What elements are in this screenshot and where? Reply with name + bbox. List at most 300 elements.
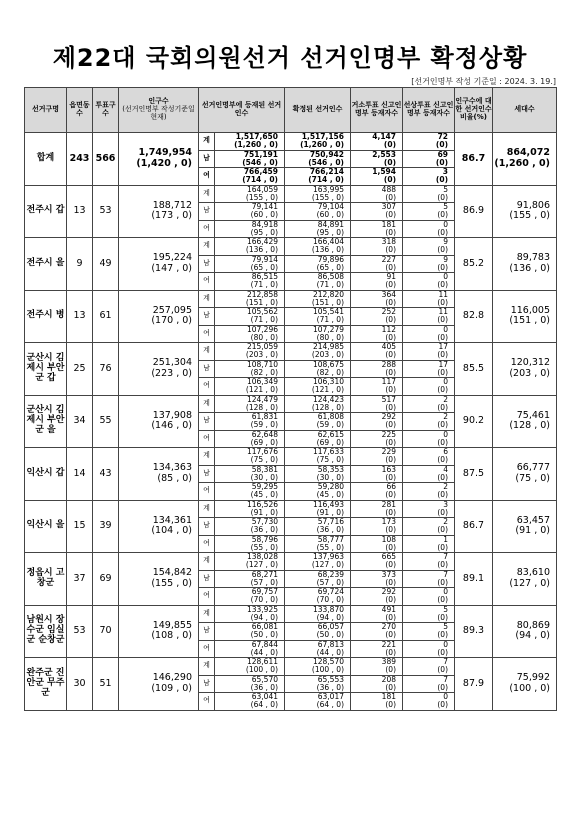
cell-value: (155 , 0) — [245, 192, 278, 202]
absentee-cell — [351, 168, 403, 186]
emd-count-cell — [67, 395, 93, 448]
cell-value: 62,615 — [317, 429, 344, 439]
poll-count-cell — [93, 343, 119, 396]
gender-cell — [199, 483, 215, 501]
table-row — [25, 553, 557, 571]
table-row — [25, 343, 557, 361]
cell-value: (0) — [437, 595, 448, 605]
cell-value: 106,349 — [246, 377, 278, 386]
cell-value: 488 — [381, 184, 396, 194]
cell-value: (82 , 0) — [316, 367, 344, 377]
cell-value: 남 — [203, 258, 210, 267]
table-row — [25, 500, 557, 518]
cell-value: 243 — [69, 152, 90, 164]
cell-value: 계 — [203, 241, 210, 250]
cell-value: 여 — [203, 538, 210, 547]
cell-value: (203 , 0) — [245, 350, 278, 360]
ratio-cell — [455, 238, 493, 291]
cell-value: 7 — [443, 569, 448, 579]
cell-value: (94 , 0) — [316, 612, 344, 622]
cell-value: (59 , 0) — [250, 420, 278, 430]
cell-value: (0) — [385, 280, 396, 290]
registered-cell — [215, 238, 285, 256]
cell-value: 117 — [381, 377, 396, 386]
absentee-cell — [351, 623, 403, 641]
final-cell — [285, 448, 351, 466]
ship-cell — [403, 588, 455, 606]
cell-value: 87.5 — [462, 467, 485, 479]
cell-value: (121 , 0) — [245, 385, 278, 395]
gender-cell — [199, 343, 215, 361]
absentee-cell — [351, 500, 403, 518]
cell-value: (80 , 0) — [316, 332, 344, 342]
cell-value: 65,570 — [251, 674, 278, 684]
cell-value: (104 , 0) — [151, 525, 192, 537]
ratio-cell — [455, 343, 493, 396]
cell-value: 164,059 — [246, 184, 278, 194]
cell-value: 1 — [443, 534, 448, 544]
cell-value: 86.9 — [462, 205, 485, 217]
cell-value: (1,420 , 0) — [136, 157, 192, 169]
gender-cell — [199, 465, 215, 483]
cell-value: 138,028 — [246, 552, 278, 561]
cell-value: 120,312 — [510, 357, 550, 369]
cell-value: 13 — [73, 310, 86, 322]
cell-value: 146,290 — [152, 672, 192, 684]
gender-cell — [199, 220, 215, 238]
cell-value: (108 , 0) — [151, 630, 192, 642]
cell-value: 61,808 — [317, 412, 344, 421]
header-emd: 읍면동수 — [67, 88, 93, 133]
final-cell — [285, 640, 351, 658]
table-row — [25, 290, 557, 308]
ship-cell — [403, 448, 455, 466]
cell-value: 3 — [443, 499, 448, 509]
emd-count-cell — [67, 133, 93, 186]
final-cell — [285, 308, 351, 326]
reference-date: [선거인명부 작성 기준일 : 2024. 3. 19.] — [411, 77, 556, 86]
ratio-cell — [455, 290, 493, 343]
table-row — [25, 238, 557, 256]
cell-value: (0) — [385, 192, 396, 202]
cell-value: (128 , 0) — [509, 420, 550, 432]
cell-value: (0) — [385, 385, 396, 395]
households-cell — [493, 238, 557, 291]
cell-value: (55 , 0) — [316, 542, 344, 552]
cell-value: 227 — [381, 254, 396, 264]
cell-value: 65,553 — [317, 674, 344, 684]
final-cell — [285, 483, 351, 501]
cell-value: (203 , 0) — [509, 367, 550, 379]
registered-cell — [215, 273, 285, 291]
cell-value: (0) — [437, 402, 448, 412]
gender-cell — [199, 185, 215, 203]
households-cell — [493, 185, 557, 238]
ship-cell — [403, 553, 455, 571]
cell-value: 133,925 — [246, 604, 278, 614]
cell-value: (65 , 0) — [250, 262, 278, 272]
ship-cell — [403, 675, 455, 693]
cell-value: 766,459 — [243, 167, 278, 176]
district-name-cell — [25, 658, 67, 711]
poll-count-cell — [93, 500, 119, 553]
final-cell — [285, 535, 351, 553]
ship-cell — [403, 238, 455, 256]
district-name-cell — [25, 343, 67, 396]
cell-value: 89,783 — [516, 252, 550, 264]
final-cell — [285, 658, 351, 676]
final-cell — [285, 553, 351, 571]
cell-value: 107,296 — [246, 324, 278, 334]
absentee-cell — [351, 535, 403, 553]
ratio-cell — [455, 500, 493, 553]
final-cell — [285, 273, 351, 291]
cell-value: (0) — [437, 525, 448, 535]
registered-cell — [215, 658, 285, 676]
cell-value: 166,404 — [312, 237, 344, 246]
cell-value: (0) — [385, 665, 396, 675]
absentee-cell — [351, 448, 403, 466]
ship-cell — [403, 185, 455, 203]
cell-value: 212,858 — [246, 289, 278, 299]
cell-value: 80,869 — [516, 619, 550, 631]
absentee-cell — [351, 570, 403, 588]
cell-value: (0) — [383, 140, 396, 150]
absentee-cell — [351, 378, 403, 396]
cell-value: 766,214 — [309, 167, 344, 176]
cell-value: 491 — [381, 604, 396, 614]
cell-value: 163 — [381, 464, 396, 474]
ship-cell — [403, 133, 455, 151]
cell-value: (109 , 0) — [151, 682, 192, 694]
absentee-cell — [351, 640, 403, 658]
final-cell — [285, 675, 351, 693]
cell-value: (0) — [385, 595, 396, 605]
cell-value: (155 , 0) — [311, 192, 344, 202]
gender-cell — [199, 255, 215, 273]
cell-value: (0) — [385, 455, 396, 465]
final-cell — [285, 413, 351, 431]
absentee-cell — [351, 255, 403, 273]
final-cell — [285, 220, 351, 238]
cell-value: (57 , 0) — [316, 577, 344, 587]
cell-value: (0) — [383, 175, 396, 185]
cell-value: 85.2 — [462, 257, 485, 269]
gender-cell — [199, 640, 215, 658]
header-ratio: 인구수에 대한 선거인수 비율(%) — [455, 88, 493, 133]
absentee-cell — [351, 465, 403, 483]
cell-value: 여 — [203, 643, 210, 652]
ship-cell — [403, 308, 455, 326]
absentee-cell — [351, 693, 403, 711]
cell-value: (94 , 0) — [515, 630, 550, 642]
header-population — [119, 88, 199, 133]
gender-cell — [199, 168, 215, 186]
final-cell — [285, 693, 351, 711]
absentee-cell — [351, 325, 403, 343]
absentee-cell — [351, 430, 403, 448]
cell-value: 107,279 — [312, 324, 344, 334]
households-cell — [493, 290, 557, 343]
cell-value: 여 — [203, 381, 210, 390]
registered-cell — [215, 203, 285, 221]
cell-value: 2 — [443, 482, 448, 491]
cell-value: (0) — [437, 332, 448, 342]
cell-value: 계 — [203, 661, 210, 670]
cell-value: (59 , 0) — [316, 420, 344, 430]
registered-cell — [215, 360, 285, 378]
cell-value: 225 — [381, 429, 396, 439]
table-row — [25, 395, 557, 413]
registered-cell — [215, 518, 285, 536]
district-name-cell — [25, 238, 67, 291]
cell-value: 128,570 — [312, 657, 344, 666]
cell-value: 405 — [381, 342, 396, 351]
emd-count-cell — [67, 658, 93, 711]
registered-cell — [215, 133, 285, 151]
cell-value: (91 , 0) — [515, 525, 550, 537]
cell-value: (0) — [385, 210, 396, 220]
cell-value: 75,992 — [516, 672, 550, 684]
cell-value: (173 , 0) — [151, 210, 192, 222]
registered-cell — [215, 290, 285, 308]
cell-value: (100 , 0) — [509, 682, 550, 694]
cell-value: 여 — [203, 276, 210, 285]
gender-cell — [199, 395, 215, 413]
cell-value: 134,363 — [152, 462, 192, 474]
district-name-cell — [25, 133, 67, 186]
ship-cell — [403, 395, 455, 413]
cell-value: 72 — [437, 132, 448, 141]
cell-value: (0) — [437, 350, 448, 360]
cell-value: (71 , 0) — [316, 280, 344, 290]
cell-value: (30 , 0) — [316, 472, 344, 482]
cell-value: 106,310 — [312, 377, 344, 386]
final-cell — [285, 343, 351, 361]
final-cell — [285, 150, 351, 168]
header-polls: 투표구수 — [93, 88, 119, 133]
cell-value: 0 — [443, 587, 448, 596]
cell-value: (0) — [385, 350, 396, 360]
final-cell — [285, 430, 351, 448]
cell-value: (69 , 0) — [250, 437, 278, 447]
cell-value: 67,844 — [251, 639, 278, 649]
poll-count-cell — [93, 133, 119, 186]
cell-value: 69,757 — [251, 587, 278, 596]
cell-value: 합계 — [36, 152, 55, 163]
cell-value: 86,515 — [251, 272, 278, 281]
cell-value: (60 , 0) — [316, 210, 344, 220]
cell-value: 389 — [381, 657, 396, 666]
cell-value: (44 , 0) — [316, 647, 344, 657]
ship-cell — [403, 570, 455, 588]
cell-value: (0) — [385, 367, 396, 377]
cell-value: 134,361 — [152, 514, 192, 526]
cell-value: 79,141 — [251, 202, 278, 211]
registered-cell — [215, 465, 285, 483]
cell-value: (0) — [437, 490, 448, 500]
cell-value: 58,381 — [251, 464, 278, 474]
cell-value: 0 — [443, 272, 448, 281]
cell-value: (0) — [385, 297, 396, 307]
cell-value: 566 — [95, 152, 116, 164]
cell-value: 2 — [443, 412, 448, 421]
cell-value: (127 , 0) — [311, 560, 344, 570]
cell-value: 7 — [443, 674, 448, 684]
cell-value: 34 — [73, 415, 86, 427]
cell-value: (0) — [385, 402, 396, 412]
cell-value: 124,479 — [246, 394, 278, 404]
cell-value: (91 , 0) — [316, 507, 344, 517]
ship-cell — [403, 430, 455, 448]
cell-value: 79,104 — [317, 202, 344, 211]
registered-cell — [215, 535, 285, 553]
cell-value: (64 , 0) — [316, 700, 344, 710]
cell-value: 105,562 — [246, 307, 278, 316]
households-cell — [493, 448, 557, 501]
cell-value: (1,260 , 0) — [300, 140, 344, 150]
cell-value: (100 , 0) — [245, 665, 278, 675]
table-row — [25, 605, 557, 623]
cell-value: 0 — [443, 377, 448, 386]
cell-value: 정읍시 고창군 — [26, 567, 65, 588]
cell-value: 남 — [203, 573, 210, 582]
cell-value: 55 — [99, 415, 112, 427]
population-cell — [119, 238, 199, 291]
cell-value: 84,891 — [317, 219, 344, 229]
cell-value: (155 , 0) — [509, 210, 550, 222]
registered-cell — [215, 588, 285, 606]
cell-value: (151 , 0) — [311, 297, 344, 307]
cell-value: 9 — [443, 237, 448, 246]
registered-cell — [215, 623, 285, 641]
final-cell — [285, 605, 351, 623]
header-absentee: 거소투표 신고인명부 등재자수 — [351, 88, 403, 133]
cell-value: 59,295 — [251, 482, 278, 491]
population-cell — [119, 605, 199, 658]
cell-value: (147 , 0) — [151, 262, 192, 274]
cell-value: 252 — [381, 307, 396, 316]
table-row — [25, 448, 557, 466]
population-cell — [119, 553, 199, 606]
cell-value: 남 — [203, 206, 210, 215]
gender-cell — [199, 133, 215, 151]
cell-value: (0) — [385, 437, 396, 447]
registered-cell — [215, 308, 285, 326]
cell-value: (65 , 0) — [316, 262, 344, 272]
absentee-cell — [351, 518, 403, 536]
population-cell — [119, 133, 199, 186]
cell-value: 373 — [381, 569, 396, 579]
cell-value: 49 — [99, 257, 112, 269]
cell-value: 61 — [99, 310, 112, 322]
ratio-cell — [455, 605, 493, 658]
ship-cell — [403, 605, 455, 623]
absentee-cell — [351, 605, 403, 623]
final-cell — [285, 168, 351, 186]
registered-cell — [215, 570, 285, 588]
cell-value: 195,224 — [152, 252, 192, 264]
final-cell — [285, 185, 351, 203]
cell-value: (0) — [385, 577, 396, 587]
cell-value: 84,918 — [251, 219, 278, 229]
cell-value: (0) — [437, 210, 448, 220]
cell-value: 0 — [443, 219, 448, 229]
cell-value: 남 — [203, 363, 210, 372]
cell-value: 133,870 — [312, 604, 344, 614]
ship-cell — [403, 255, 455, 273]
final-cell — [285, 325, 351, 343]
gender-cell — [199, 273, 215, 291]
cell-value: (94 , 0) — [250, 612, 278, 622]
cell-value: (71 , 0) — [316, 315, 344, 325]
population-cell — [119, 500, 199, 553]
cell-value: (0) — [437, 280, 448, 290]
population-cell — [119, 658, 199, 711]
gender-cell — [199, 448, 215, 466]
ship-cell — [403, 220, 455, 238]
gender-cell — [199, 605, 215, 623]
cell-value: 여 — [203, 433, 210, 442]
cell-value: (85 , 0) — [157, 472, 192, 484]
cell-value: 43 — [99, 467, 112, 479]
cell-value: 270 — [381, 622, 396, 631]
final-cell — [285, 623, 351, 641]
registered-cell — [215, 413, 285, 431]
cell-value: (0) — [385, 525, 396, 535]
final-cell — [285, 360, 351, 378]
cell-value: 517 — [381, 394, 396, 404]
cell-value: 750,942 — [309, 149, 344, 159]
cell-value: 여 — [203, 591, 210, 600]
cell-value: 292 — [381, 587, 396, 596]
population-cell — [119, 343, 199, 396]
absentee-cell — [351, 238, 403, 256]
cell-value: 69 — [437, 149, 448, 159]
cell-value: 계 — [203, 503, 210, 512]
registered-cell — [215, 640, 285, 658]
registered-cell — [215, 343, 285, 361]
cell-value: (36 , 0) — [250, 525, 278, 535]
cell-value: 68,271 — [251, 569, 278, 579]
cell-value: 여 — [203, 328, 210, 337]
registered-cell — [215, 605, 285, 623]
poll-count-cell — [93, 185, 119, 238]
cell-value: 1,594 — [372, 167, 396, 176]
cell-value: 0 — [443, 639, 448, 649]
cell-value: (70 , 0) — [316, 595, 344, 605]
cell-value: 57,716 — [317, 517, 344, 526]
cell-value: 2 — [443, 394, 448, 404]
cell-value: (0) — [437, 262, 448, 272]
cell-value: 108,675 — [312, 359, 344, 369]
cell-value: (91 , 0) — [250, 507, 278, 517]
cell-value: 86.7 — [462, 520, 485, 532]
households-cell — [493, 133, 557, 186]
cell-value: (0) — [437, 192, 448, 202]
gender-cell — [199, 500, 215, 518]
final-cell — [285, 378, 351, 396]
cell-value: 17 — [438, 342, 448, 351]
cell-value: 66,777 — [516, 462, 550, 474]
cell-value: (0) — [435, 175, 448, 185]
ratio-cell — [455, 553, 493, 606]
cell-value: 307 — [381, 202, 396, 211]
absentee-cell — [351, 553, 403, 571]
registered-cell — [215, 483, 285, 501]
header-ship: 선상투표 신고인명부 등재자수 — [403, 88, 455, 133]
cell-value: 188,712 — [152, 199, 192, 211]
